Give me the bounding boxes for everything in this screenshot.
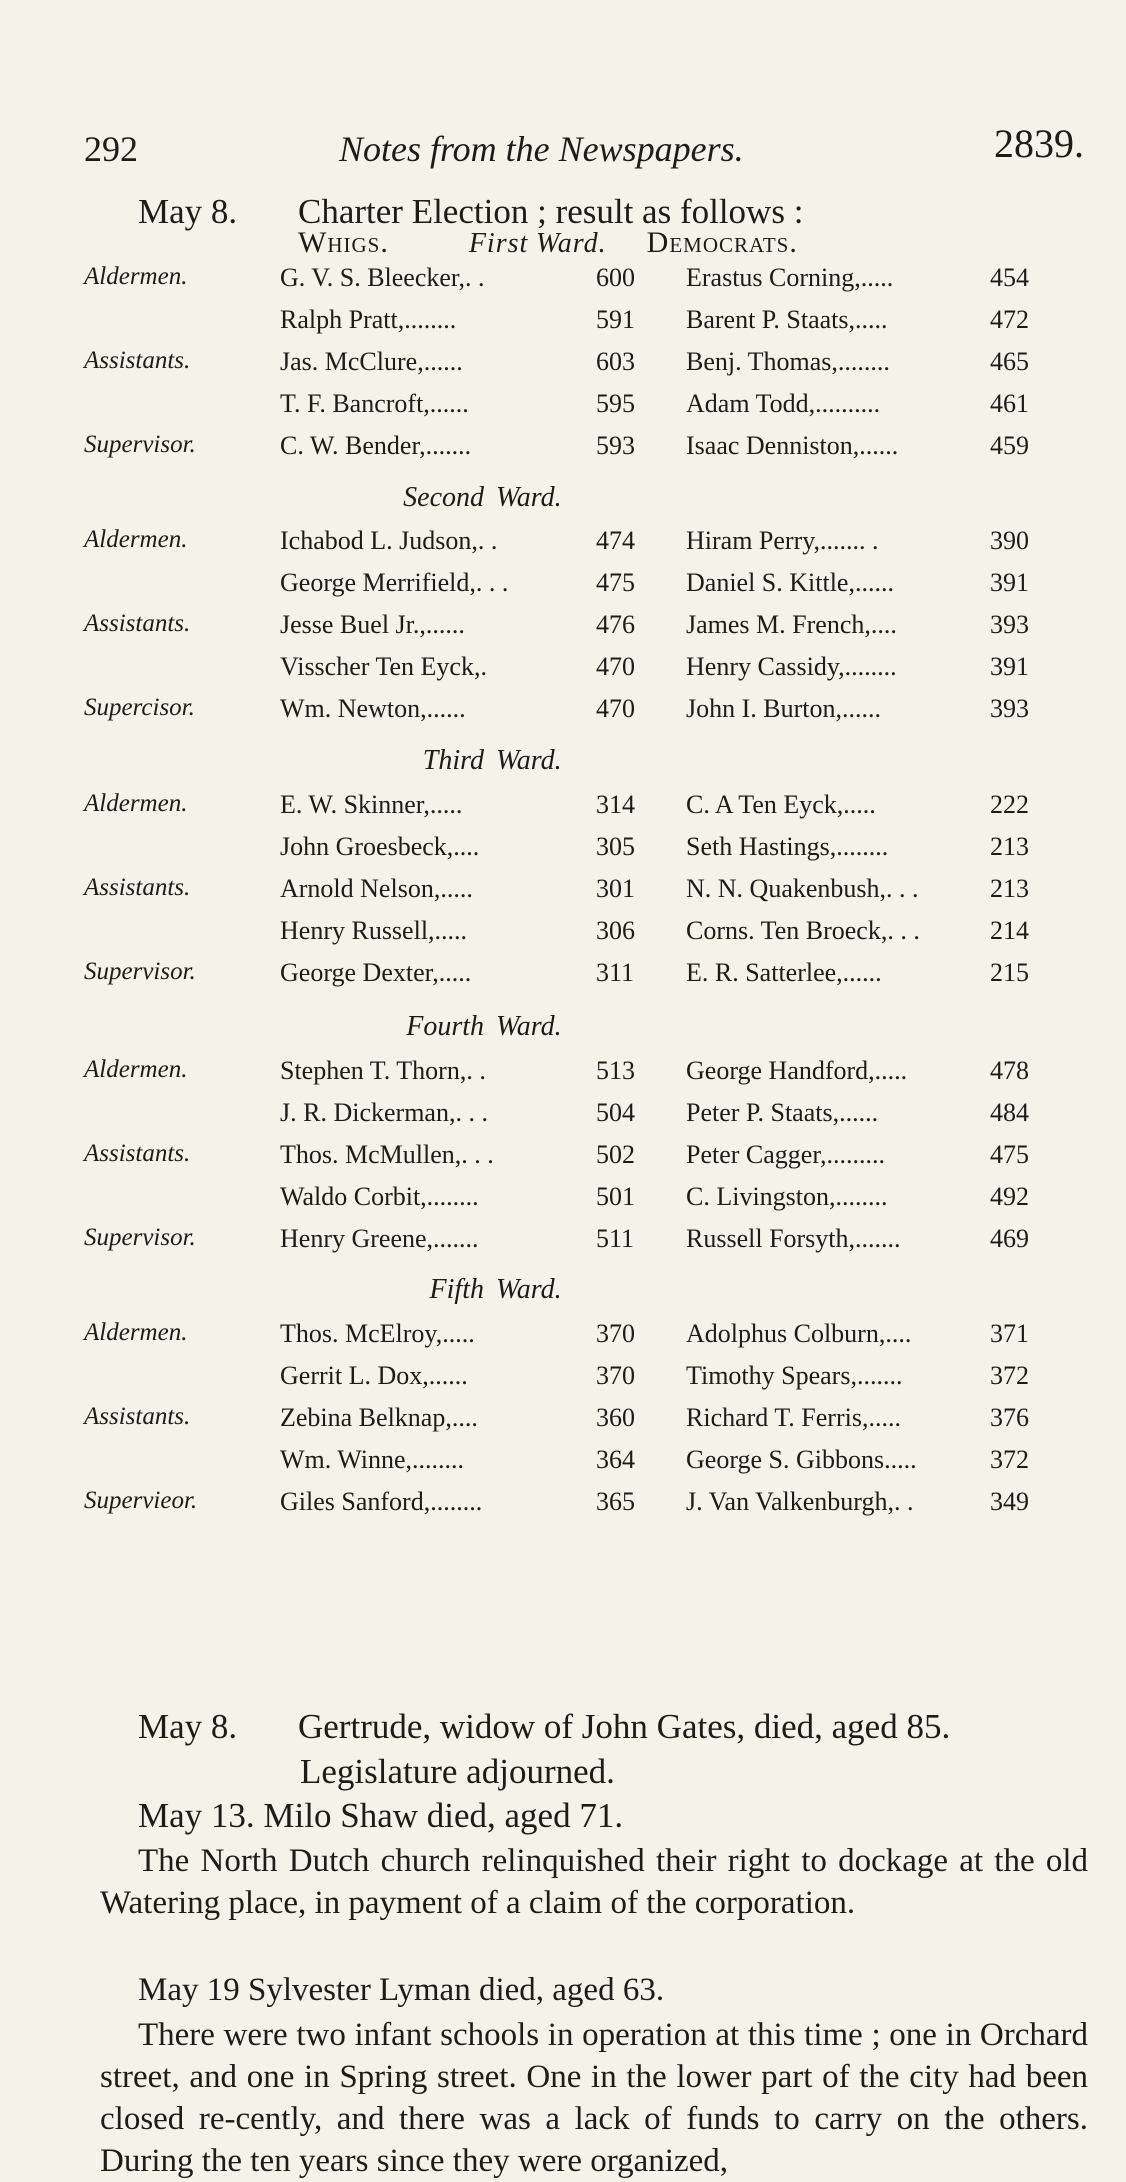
result-row [0,431,1126,463]
democrat-votes: 376 [990,1403,1029,1432]
note-may-13: May 13. Milo Shaw died, aged 71. [138,1796,624,1835]
office-label: Assistants. [84,1403,191,1430]
whig-votes: 470 [596,694,635,723]
democrats-heading: Democrats. [646,226,798,259]
ward-ordinal: Third [422,745,484,776]
democrat-votes: 213 [990,874,1029,903]
whig-candidate: Zebina Belknap,.... [280,1403,478,1432]
note-infant-schools: There were two infant schools in operation at this time ; one in Orchard street, and one in Spring street. One in the lower part of the city had been closed re-cently, and there was a lack of funds to carry on the others. During the ten years since they were organized, [100,2017,1088,2179]
whig-candidate: Henry Russell,..... [280,916,468,945]
result-row [0,1403,1126,1435]
democrat-candidate: C. A Ten Eyck,..... [686,790,876,819]
office-label: Aldermen. [84,790,188,817]
note-north-dutch-church: The North Dutch church relinquished their right to dockage at the old Watering place, in payment of a claim of the corporation. [100,1843,1088,1921]
whig-votes: 591 [596,305,635,334]
result-row [0,305,1126,337]
whig-candidate: C. W. Bender,....... [280,431,472,460]
ward-ordinal: Fifth [429,1274,484,1305]
whig-votes: 603 [596,347,635,376]
office-label: Supervisor. [84,431,196,458]
democrat-candidate: Russell Forsyth,....... [686,1224,901,1253]
result-row [0,832,1126,864]
ward-1-label: Ward. [536,228,607,259]
democrat-candidate: Hiram Perry,....... . [686,526,879,555]
democrat-votes: 214 [990,916,1029,945]
result-row [0,347,1126,379]
ward-5-heading [384,1274,562,1306]
democrat-candidate: Richard T. Ferris,..... [686,1403,901,1432]
democrat-votes: 390 [990,526,1029,555]
democrat-candidate: Seth Hastings,........ [686,832,889,861]
office-label: Assistants. [84,347,191,374]
result-row [0,652,1126,684]
whig-candidate: G. V. S. Bleecker,. . [280,263,485,292]
whig-candidate: J. R. Dickerman,. . . [280,1098,488,1127]
whig-candidate: George Dexter,..... [280,958,472,987]
result-row [0,1445,1126,1477]
democrat-votes: 391 [990,652,1029,681]
result-row [0,958,1126,990]
democrat-candidate: J. Van Valkenburgh,. . [686,1487,914,1516]
whig-candidate: George Merrifield,. . . [280,568,509,597]
democrat-candidate: Benj. Thomas,........ [686,347,890,376]
office-label: Aldermen. [84,526,188,553]
democrat-candidate: Henry Cassidy,........ [686,652,897,681]
result-row [0,790,1126,822]
result-row [0,263,1126,295]
democrat-votes: 372 [990,1445,1029,1474]
whig-votes: 504 [596,1098,635,1127]
democrat-votes: 465 [990,347,1029,376]
whig-candidate: Jesse Buel Jr.,...... [280,610,465,639]
whig-candidate: Wm. Winne,........ [280,1445,465,1474]
democrat-candidate: Barent P. Staats,..... [686,305,888,334]
democrat-candidate: Adam Todd,.......... [686,389,881,418]
democrat-votes: 393 [990,694,1029,723]
whig-candidate: Thos. McMullen,. . . [280,1140,494,1169]
result-row [0,1224,1126,1256]
democrat-candidate: Daniel S. Kittle,...... [686,568,894,597]
note-legislature: Legislature adjourned. [300,1752,615,1791]
democrat-candidate: E. R. Satterlee,...... [686,958,882,987]
whig-votes: 364 [596,1445,635,1474]
result-row [0,874,1126,906]
office-label: Aldermen. [84,263,188,290]
whig-candidate: John Groesbeck,.... [280,832,480,861]
democrat-votes: 459 [990,431,1029,460]
whig-votes: 475 [596,568,635,597]
office-label: Assistants. [84,610,191,637]
result-row [0,389,1126,421]
whigs-heading: Whigs. [298,226,389,259]
democrat-votes: 475 [990,1140,1029,1169]
whig-candidate: Visscher Ten Eyck,. [280,652,487,681]
result-row [0,694,1126,726]
democrat-candidate: James M. French,.... [686,610,897,639]
office-label: Supervieor. [84,1487,198,1514]
intro-text: Charter Election ; result as follows : [298,192,804,231]
whig-votes: 600 [596,263,635,292]
office-label: Aldermen. [84,1056,188,1083]
result-row [0,916,1126,948]
running-title: Notes from the Newspapers. [339,129,744,169]
ward-ordinal: Fourth [406,1011,484,1042]
office-label: Assistants. [84,1140,191,1167]
ward-3-heading [384,745,562,777]
result-row [0,1487,1126,1519]
office-label: Supervisor. [84,1224,196,1251]
ward-1-ordinal: First [468,228,529,259]
column-header-row [298,226,798,260]
democrat-votes: 472 [990,305,1029,334]
ward-ordinal: Second [403,482,484,513]
democrat-votes: 371 [990,1319,1029,1348]
whig-votes: 593 [596,431,635,460]
whig-votes: 306 [596,916,635,945]
whig-votes: 474 [596,526,635,555]
whig-votes: 501 [596,1182,635,1211]
democrat-votes: 454 [990,263,1029,292]
whig-votes: 311 [596,958,635,987]
ward-label: Ward. [496,482,562,513]
result-row [0,1361,1126,1393]
whig-votes: 370 [596,1361,635,1390]
democrat-votes: 461 [990,389,1029,418]
democrat-votes: 213 [990,832,1029,861]
whig-votes: 305 [596,832,635,861]
office-label: Supercisor. [84,694,195,721]
whig-votes: 370 [596,1319,635,1348]
whig-candidate: Ichabod L. Judson,. . [280,526,498,555]
ward-4-heading [384,1011,562,1043]
office-label: Supervisor. [84,958,196,985]
democrat-candidate: N. N. Quakenbush,. . . [686,874,919,903]
whig-candidate: Gerrit L. Dox,...... [280,1361,468,1390]
office-label: Assistants. [84,874,191,901]
whig-candidate: Stephen T. Thorn,. . [280,1056,486,1085]
ward-label: Ward. [496,1274,562,1305]
whig-votes: 476 [596,610,635,639]
page-number: 292 [84,129,138,169]
democrat-votes: 222 [990,790,1029,819]
whig-votes: 513 [596,1056,635,1085]
whig-votes: 360 [596,1403,635,1432]
democrat-votes: 215 [990,958,1029,987]
whig-votes: 502 [596,1140,635,1169]
democrat-votes: 391 [990,568,1029,597]
democrat-candidate: Corns. Ten Broeck,. . . [686,916,920,945]
whig-votes: 301 [596,874,635,903]
note-date: May 8. [138,1707,238,1746]
result-row [0,1182,1126,1214]
result-row [0,568,1126,600]
democrat-votes: 469 [990,1224,1029,1253]
note-may-19: May 19 Sylvester Lyman died, aged 63. [138,1972,665,2008]
democrat-candidate: Timothy Spears,....... [686,1361,903,1390]
whig-candidate: T. F. Bancroft,...... [280,389,469,418]
democrat-votes: 349 [990,1487,1029,1516]
democrat-candidate: Isaac Denniston,...... [686,431,899,460]
democrat-candidate: Peter Cagger,......... [686,1140,885,1169]
whig-candidate: Arnold Nelson,..... [280,874,473,903]
democrat-candidate: John I. Burton,...... [686,694,881,723]
democrat-candidate: Erastus Corning,..... [686,263,894,292]
page-header [84,121,1084,176]
result-row [0,1319,1126,1351]
ward-label: Ward. [496,745,562,776]
note-text: Gertrude, widow of John Gates, died, aged 85. [298,1707,951,1746]
democrat-votes: 492 [990,1182,1029,1211]
ward-label: Ward. [496,1011,562,1042]
whig-candidate: Giles Sanford,........ [280,1487,483,1516]
democrat-votes: 478 [990,1056,1029,1085]
whig-candidate: Henry Greene,....... [280,1224,479,1253]
whig-candidate: Waldo Corbit,........ [280,1182,479,1211]
whig-candidate: Ralph Pratt,........ [280,305,457,334]
whig-votes: 595 [596,389,635,418]
whig-votes: 314 [596,790,635,819]
democrat-candidate: George S. Gibbons..... [686,1445,917,1474]
whig-candidate: Thos. McElroy,..... [280,1319,475,1348]
democrat-candidate: Adolphus Colburn,.... [686,1319,912,1348]
democrat-votes: 372 [990,1361,1029,1390]
year-number: 2839. [994,121,1084,166]
intro-date: May 8. [138,192,238,231]
office-label: Aldermen. [84,1319,188,1346]
whig-candidate: Wm. Newton,...... [280,694,466,723]
result-row [0,610,1126,642]
result-row [0,1056,1126,1088]
whig-candidate: Jas. McClure,...... [280,347,463,376]
democrat-votes: 393 [990,610,1029,639]
whig-votes: 365 [596,1487,635,1516]
result-row [0,1140,1126,1172]
result-row [0,526,1126,558]
whig-votes: 470 [596,652,635,681]
result-row [0,1098,1126,1130]
democrat-candidate: Peter P. Staats,...... [686,1098,879,1127]
democrat-candidate: C. Livingston,........ [686,1182,888,1211]
ward-2-heading [384,482,562,514]
democrat-candidate: George Handford,..... [686,1056,908,1085]
whig-votes: 511 [596,1224,635,1253]
democrat-votes: 484 [990,1098,1029,1127]
whig-candidate: E. W. Skinner,..... [280,790,463,819]
note-may-8 [138,1707,950,1747]
